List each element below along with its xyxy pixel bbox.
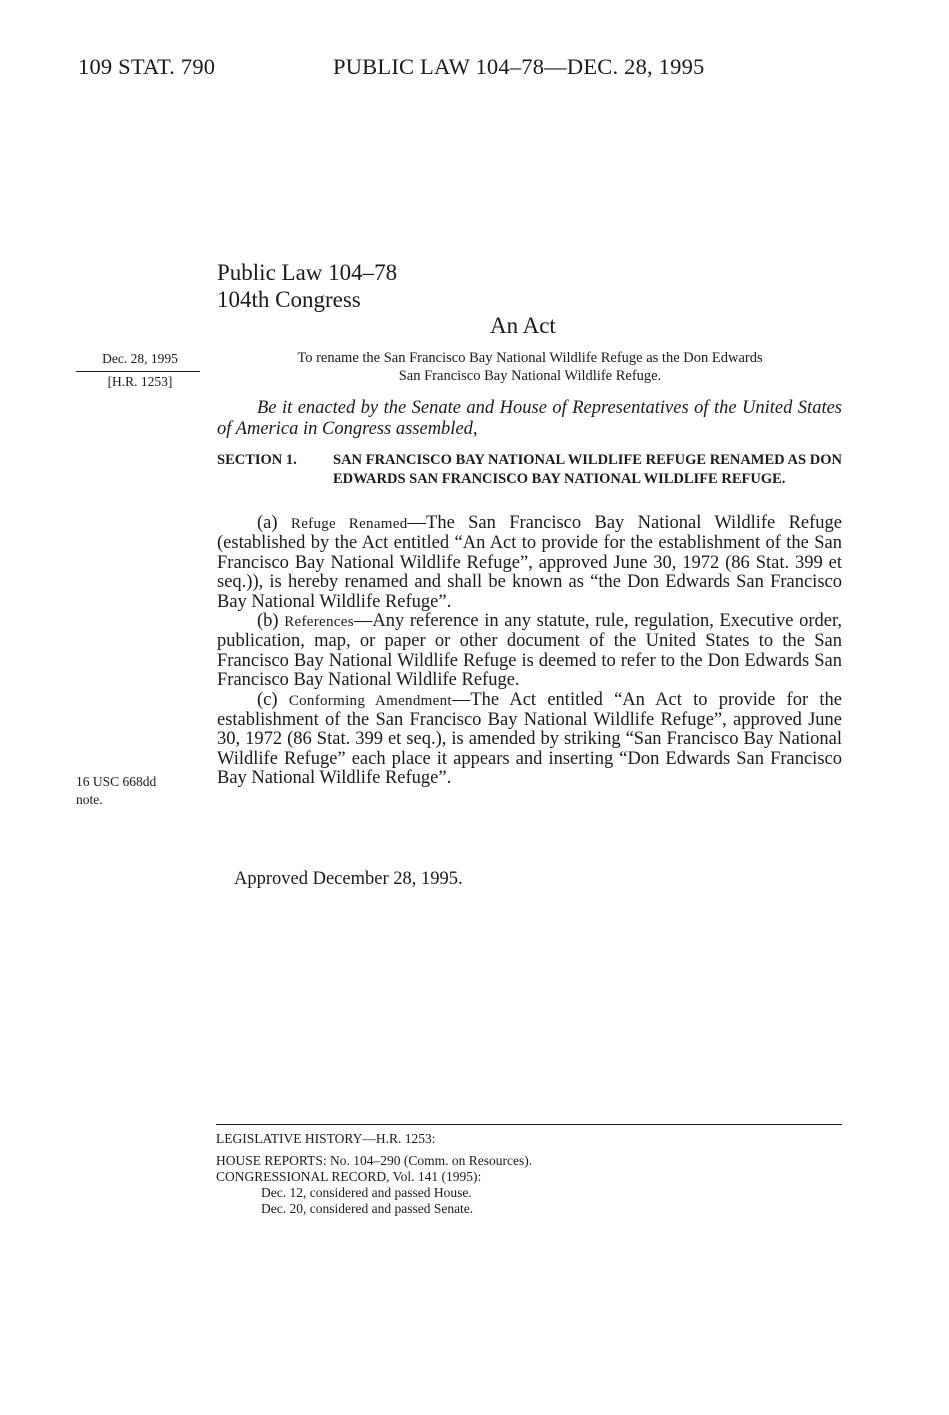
subsection-text: —Any reference in any statute, rule, regulation, Executive order, publication, map, or paper or other document of the United States to the San Francisco Bay National Wildlife Refuge is deemed to refer to the Don Edwards San Francisco Bay National Wildlife Refuge. — [217, 611, 843, 691]
history-heading: LEGISLATIVE HISTORY—H.R. 1253: — [216, 1131, 436, 1146]
subsection-designator: (a) — [257, 513, 278, 533]
subsection-heading: References — [284, 614, 354, 631]
margin-bill-number: [H.R. 1253] — [107, 374, 173, 389]
congress: 104th Congress — [217, 287, 361, 312]
enacting-clause: Be it enacted by the Senate and House of Representatives of the United States of America in Congress assembled, — [217, 398, 842, 439]
subsection-b — [217, 612, 842, 691]
usc-citation-note: note. — [76, 792, 103, 807]
margin-date: Dec. 28, 1995 — [102, 351, 178, 366]
legislative-history — [216, 1131, 532, 1217]
subsection-text: —The San Francisco Bay National Wildlife Refuge (established by the Act entitled “An Act to provide for the establishment of the San Francisco Bay National Wildlife Refuge”, approved June 30, 1972 (86 Stat. 399 et seq.)), is hereby renamed and shall be known as “the Don Edwards San Francisco Bay National Wildlife Refuge”. — [217, 513, 842, 612]
purpose-line: San Francisco Bay National Wildlife Refuge. — [398, 368, 662, 384]
section-label: SECTION 1. — [217, 452, 297, 468]
margin-usc-citation — [76, 773, 196, 809]
running-title: PUBLIC LAW 104–78—DEC. 28, 1995 — [333, 54, 705, 79]
law-number: Public Law 104–78 — [217, 260, 398, 285]
history-entry: Dec. 12, considered and passed House. — [261, 1185, 472, 1200]
purpose-line: To rename the San Francisco Bay National Wildlife Refuge as the Don Edwards — [297, 350, 763, 366]
page-number: 109 STAT. 790 — [78, 54, 216, 79]
section-title: SAN FRANCISCO BAY NATIONAL WILDLIFE REFUGE RENAMED AS DON EDWARDS SAN FRANCISCO BAY NATIONAL WILDLIFE REFUGE. — [333, 452, 842, 487]
subsection-c — [217, 691, 842, 789]
subsection-text: —The Act entitled “An Act to provide for the establishment of the San Francisco Bay National Wildlife Refuge”, approved June 30, 1972 (86 Stat. 399 et seq.), is amended by striking “San Francisco Bay National Wildlife Refuge” each place it appears and inserting “Don Edwards San Francisco Bay National Wildlife Refuge”. — [217, 689, 842, 789]
section-heading — [217, 451, 842, 489]
history-entry: Dec. 20, considered and passed Senate. — [261, 1201, 474, 1216]
act-heading: An Act — [490, 313, 556, 338]
subsection-heading: Refuge Renamed — [290, 516, 408, 532]
footnote-divider — [216, 1124, 842, 1125]
congressional-record: CONGRESSIONAL RECORD, Vol. 141 (1995): — [216, 1169, 482, 1184]
subsection-a — [217, 514, 842, 612]
act-purpose — [230, 349, 830, 385]
section-body — [217, 514, 842, 789]
approval-date: Approved December 28, 1995. — [234, 869, 463, 889]
subsection-designator: (c) — [257, 689, 278, 710]
usc-citation-line: 16 USC 668dd — [76, 774, 157, 789]
subsection-designator: (b) — [257, 611, 279, 632]
margin-divider — [76, 371, 200, 372]
house-reports: HOUSE REPORTS: No. 104–290 (Comm. on Resources). — [216, 1153, 533, 1168]
subsection-heading: Conforming Amendment — [288, 692, 452, 709]
